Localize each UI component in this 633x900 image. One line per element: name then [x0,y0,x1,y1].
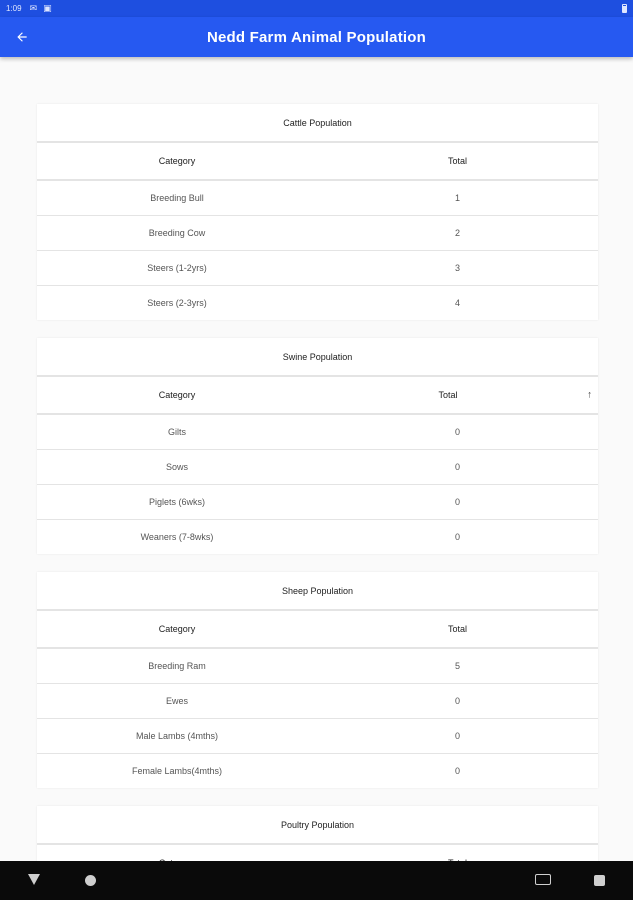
table-row [37,754,598,788]
table-row [37,415,598,450]
home-circle-icon[interactable] [85,875,96,886]
table-row [37,520,598,554]
table-row [37,181,598,216]
row-total: 0 [454,696,460,706]
row-total: 0 [454,731,460,741]
row-category: Steers (1-2yrs) [147,263,207,273]
status-bar [0,0,633,17]
table-row [37,719,598,754]
column-header-total[interactable]: Total [447,156,467,166]
table-row [37,684,598,719]
row-category: Steers (2-3yrs) [147,298,207,308]
battery-icon [622,4,627,13]
row-total: 0 [454,532,460,542]
back-button[interactable] [10,25,34,49]
table-row [37,251,598,286]
tables-scroll-area[interactable] [0,57,633,861]
table-header-row [37,611,598,649]
table-header-row [37,377,598,415]
row-category: Piglets (6wks) [148,497,205,507]
row-total: 2 [454,228,460,238]
table-title: Swine Population [37,338,598,377]
cattle-population-table [37,104,598,320]
column-header-category[interactable]: Category [158,390,196,400]
sheep-population-table [37,572,598,788]
column-header-total[interactable]: Total [438,390,458,400]
arrow-back-icon [15,30,29,44]
table-row [37,286,598,320]
row-total: 0 [454,766,460,776]
table-row [37,450,598,485]
row-category: Breeding Ram [148,661,206,671]
row-total: 1 [454,193,460,203]
table-row [37,649,598,684]
notification-icon: ✉ [29,3,38,13]
table-header-row [37,143,598,181]
keyboard-icon[interactable] [535,874,551,885]
system-navigation-bar [0,861,633,900]
row-total: 0 [454,462,460,472]
page-title: Nedd Farm Animal Population [206,28,427,46]
column-header-total[interactable]: Total [447,624,467,634]
column-header-category[interactable]: Category [158,624,196,634]
row-total: 5 [454,661,460,671]
row-category: Ewes [165,696,188,706]
status-time: 1:09 [6,4,22,13]
row-total: 3 [454,263,460,273]
table-row [37,485,598,520]
row-category: Breeding Cow [148,228,206,238]
table-row [37,216,598,251]
app-bar [0,17,633,57]
row-category: Sows [165,462,188,472]
row-category: Female Lambs(4mths) [131,766,223,776]
table-title: Sheep Population [37,572,598,611]
row-total: 4 [454,298,460,308]
sim-icon: ▣ [43,3,52,13]
row-total: 0 [454,427,460,437]
recents-square-icon[interactable] [594,875,605,886]
table-title: Poultry Population [37,806,598,845]
swine-population-table [37,338,598,554]
row-category: Gilts [168,427,186,437]
arrow-up-icon[interactable]: ↑ [587,389,592,401]
row-category: Male Lambs (4mths) [135,731,219,741]
row-category: Breeding Bull [150,193,204,203]
column-header-category[interactable]: Category [158,156,196,166]
row-total: 0 [454,497,460,507]
row-category: Weaners (7-8wks) [140,532,214,542]
back-triangle-icon[interactable] [28,874,40,885]
table-title: Cattle Population [37,104,598,143]
